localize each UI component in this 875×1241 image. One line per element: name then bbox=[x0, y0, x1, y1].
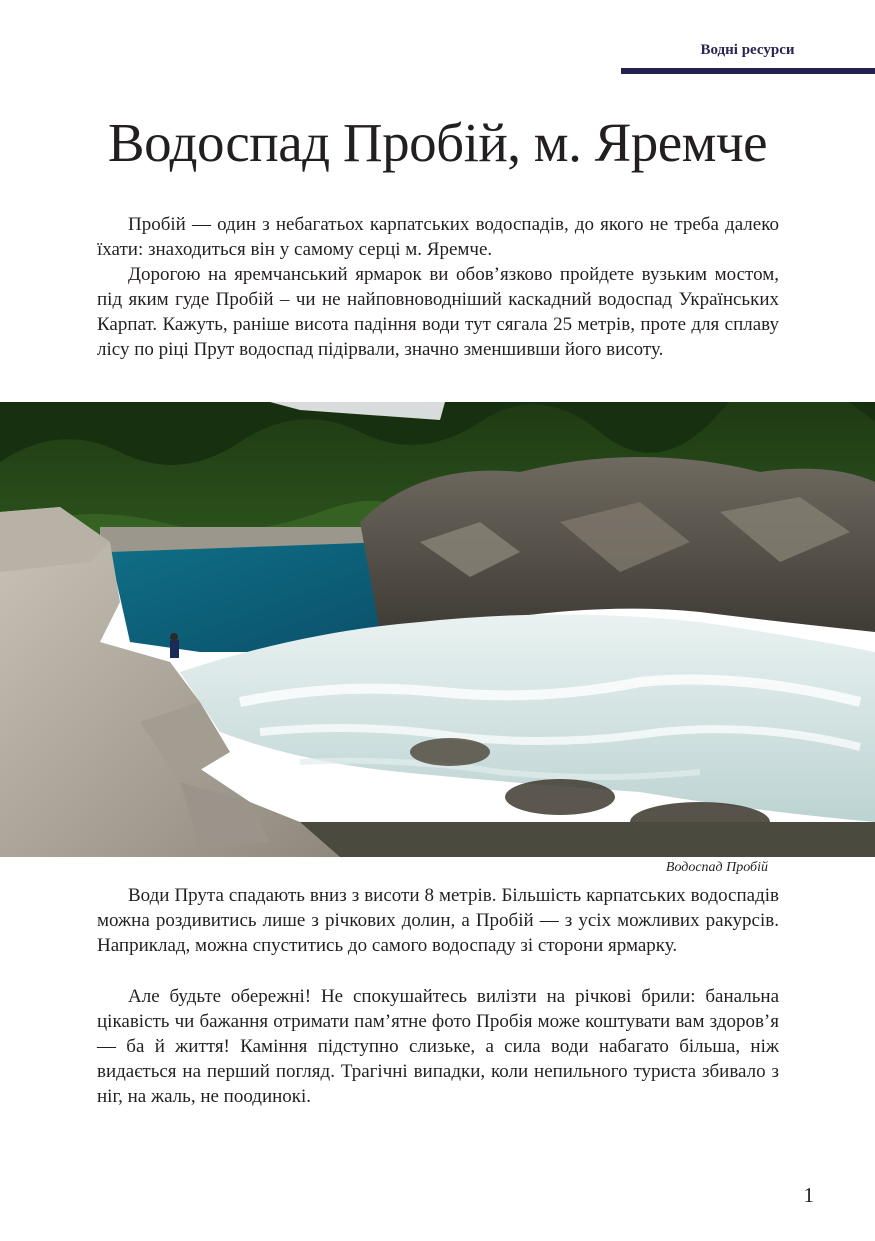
paragraph-warning: Але будьте обережні! Не спокушайтесь вилізти на річкові брили: банальна цікавість чи бажання отримати пам’ятне фото Пробія може коштувати вам здоров’я — ба й життя! Каміння підступно слизьке, а сила води набагато більша, ніж видається на перший погляд. Трагічні випадки, коли непильного туриста збивало з ніг, на жаль, не поодинокі. bbox=[97, 986, 779, 1107]
waterfall-photo bbox=[0, 402, 875, 857]
section-label: Водні ресурси bbox=[700, 42, 795, 58]
photo-caption: Водоспад Пробій bbox=[665, 860, 768, 875]
page-title: Водоспад Пробій, м. Яремче bbox=[107, 112, 768, 173]
paragraph-intro: Пробій — один з небагатьох карпатських водоспадів, до якого не треба далеко їхати: знаходиться він у самому серці м. Яремче. bbox=[97, 214, 779, 260]
page-number: 1 bbox=[803, 1183, 814, 1207]
paragraph-height: Води Прута спадають вниз з висоти 8 метрів. Більшість карпатських водоспадів можна роздивитись лише з річкових долин, а Пробій — з усіх можливих ракурсів. Наприклад, можна спуститись до самого водоспаду зі сторони ярмарку. bbox=[97, 885, 779, 956]
section-rule bbox=[621, 68, 875, 74]
paragraph-history: Дорогою на яремчанський ярмарок ви обов’язково пройдете вузьким мостом, під яким гуде Пробій – чи не найповноводніший каскадний водоспад Українських Карпат. Кажуть, раніше висота падіння води тут сягала 25 метрів, проте для сплаву лісу по ріці Прут водоспад підірвали, значно зменшивши його висоту. bbox=[97, 264, 779, 360]
